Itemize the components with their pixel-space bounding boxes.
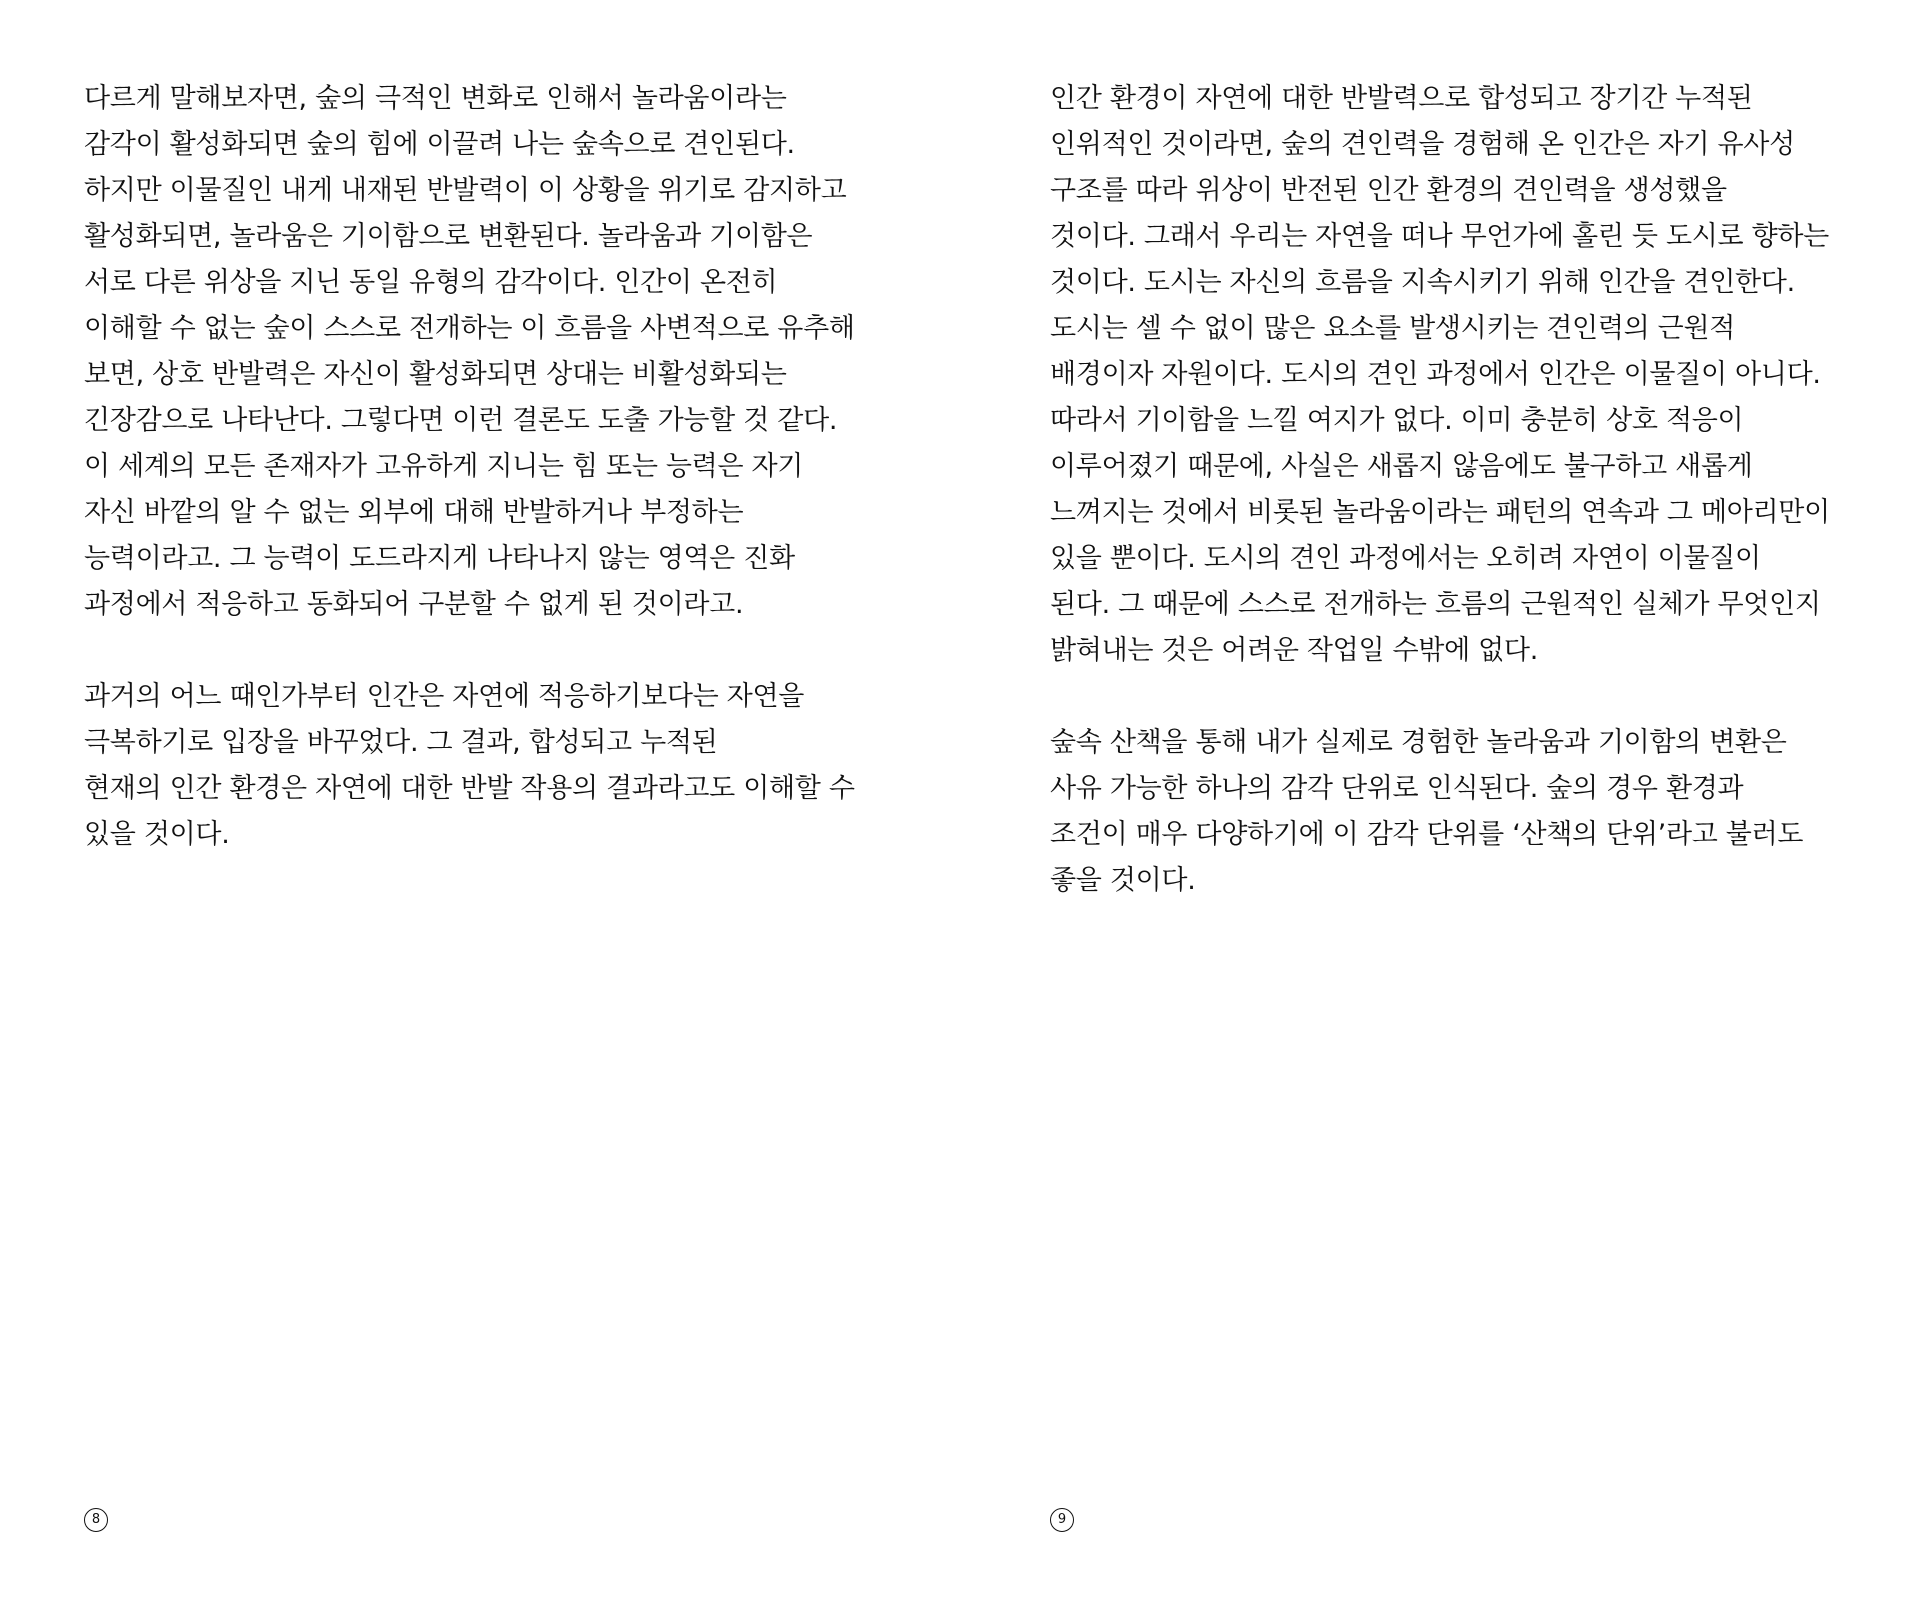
text-line: 자신 바깥의 알 수 없는 외부에 대해 반발하거나 부정하는: [84, 497, 744, 528]
paragraph: [84, 76, 904, 628]
paragraph: [1050, 76, 1880, 674]
text-line: 감각이 활성화되면 숲의 힘에 이끌려 나는 숲속으로 견인된다.: [84, 129, 795, 160]
text-line: 이 세계의 모든 존재자가 고유하게 지니는 힘 또는 능력은 자기: [84, 451, 804, 482]
text-line: 숲속 산책을 통해 내가 실제로 경험한 놀라움과 기이함의 변환은: [1050, 727, 1787, 758]
text-line: 느껴지는 것에서 비롯된 놀라움이라는 패턴의 연속과 그 메아리만이: [1050, 497, 1830, 528]
paragraph: [84, 674, 904, 858]
text-line: 좋을 것이다.: [1050, 865, 1196, 896]
text-line: 도시는 셀 수 없이 많은 요소를 발생시키는 견인력의 근원적: [1050, 313, 1736, 344]
text-line: 있을 뿐이다. 도시의 견인 과정에서는 오히려 자연이 이물질이: [1050, 543, 1761, 574]
text-line: 극복하기로 입장을 바꾸었다. 그 결과, 합성되고 누적된: [84, 727, 718, 758]
text-line: 사유 가능한 하나의 감각 단위로 인식된다. 숲의 경우 환경과: [1050, 773, 1744, 804]
text-line: 있을 것이다.: [84, 819, 230, 850]
text-line: 현재의 인간 환경은 자연에 대한 반발 작용의 결과라고도 이해할 수: [84, 773, 855, 804]
text-line: 보면, 상호 반발력은 자신이 활성화되면 상대는 비활성화되는: [84, 359, 787, 390]
right-page: [960, 0, 1920, 1605]
text-line: 배경이자 자원이다. 도시의 견인 과정에서 인간은 이물질이 아니다.: [1050, 359, 1821, 390]
left-page-body: [84, 76, 904, 904]
text-line: 것이다. 도시는 자신의 흐름을 지속시키기 위해 인간을 견인한다.: [1050, 267, 1795, 298]
text-line: 밝혀내는 것은 어려운 작업일 수밖에 없다.: [1050, 635, 1538, 666]
page-number: 9: [1050, 1508, 1074, 1532]
text-line: 다르게 말해보자면, 숲의 극적인 변화로 인해서 놀라움이라는: [84, 83, 787, 114]
right-page-body: [1050, 76, 1880, 950]
text-line: 따라서 기이함을 느낄 여지가 없다. 이미 충분히 상호 적응이: [1050, 405, 1744, 436]
text-line: 이해할 수 없는 숲이 스스로 전개하는 이 흐름을 사변적으로 유추해: [84, 313, 855, 344]
text-line: 활성화되면, 놀라움은 기이함으로 변환된다. 놀라움과 기이함은: [84, 221, 813, 252]
text-line: 이루어졌기 때문에, 사실은 새롭지 않음에도 불구하고 새롭게: [1050, 451, 1753, 482]
text-line: 된다. 그 때문에 스스로 전개하는 흐름의 근원적인 실체가 무엇인지: [1050, 589, 1821, 620]
text-line: 인위적인 것이라면, 숲의 견인력을 경험해 온 인간은 자기 유사성: [1050, 129, 1795, 160]
text-line: 인간 환경이 자연에 대한 반발력으로 합성되고 장기간 누적된: [1050, 83, 1753, 114]
text-line: 능력이라고. 그 능력이 도드라지게 나타나지 않는 영역은 진화: [84, 543, 795, 574]
text-line: 것이다. 그래서 우리는 자연을 떠나 무언가에 홀린 듯 도시로 향하는: [1050, 221, 1829, 252]
text-line: 조건이 매우 다양하기에 이 감각 단위를 ‘산책의 단위’라고 불러도: [1050, 819, 1804, 850]
text-line: 긴장감으로 나타난다. 그렇다면 이런 결론도 도출 가능할 것 같다.: [84, 405, 838, 436]
text-line: 과거의 어느 때인가부터 인간은 자연에 적응하기보다는 자연을: [84, 681, 805, 712]
text-line: 서로 다른 위상을 지닌 동일 유형의 감각이다. 인간이 온전히: [84, 267, 778, 298]
page-number: 8: [84, 1508, 108, 1532]
text-line: 구조를 따라 위상이 반전된 인간 환경의 견인력을 생성했을: [1050, 175, 1727, 206]
text-line: 과정에서 적응하고 동화되어 구분할 수 없게 된 것이라고.: [84, 589, 744, 620]
text-line: 하지만 이물질인 내게 내재된 반발력이 이 상황을 위기로 감지하고: [84, 175, 847, 206]
paragraph: [1050, 720, 1880, 904]
